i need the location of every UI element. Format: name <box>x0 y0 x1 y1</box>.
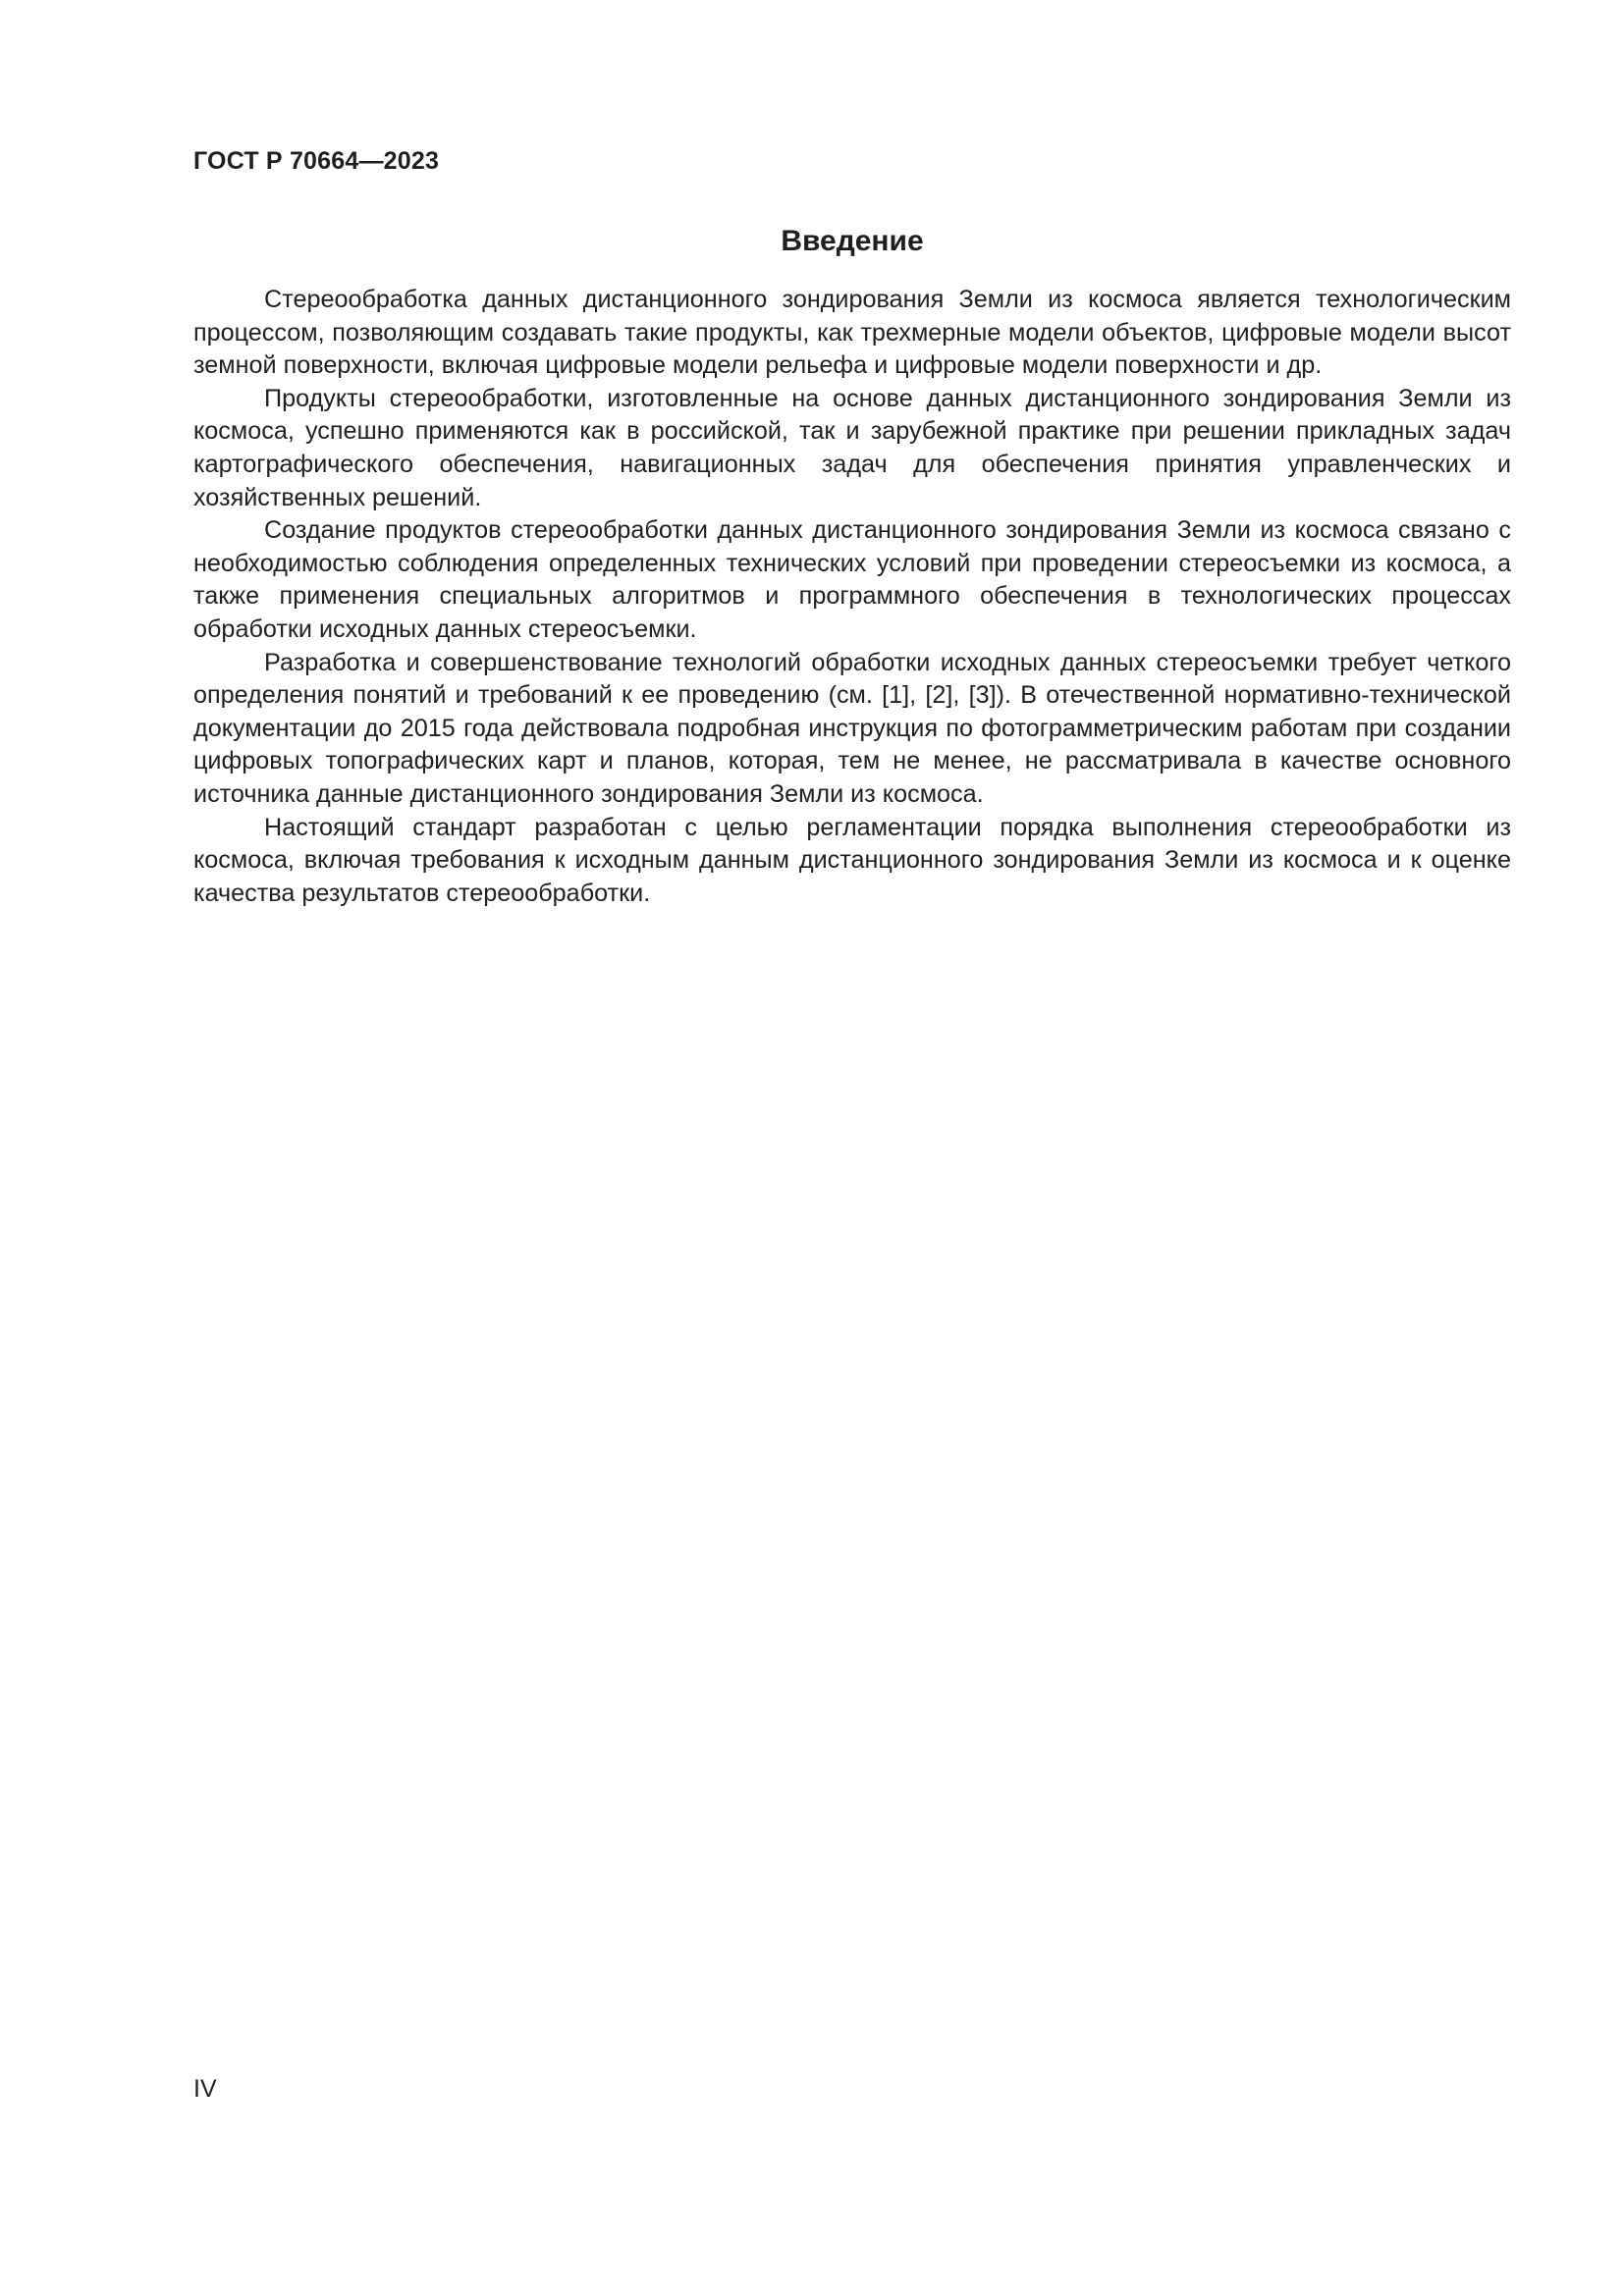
section-title: Введение <box>781 225 924 257</box>
page-number: IV <box>193 2075 217 2103</box>
body-text <box>193 284 1511 910</box>
paragraph: Стереообработка данных дистанционного зондирования Земли из космоса является технологическим процессом, позволяющим создавать такие продукты, как трехмерные модели объектов, цифровые модели высот земной поверхности, включая цифровые модели рельефа и цифровые модели поверхности и др. <box>193 286 1511 380</box>
paragraph: Разработка и совершенствование технологий обработки исходных данных стереосъемки требует четкого определения понятий и требований к ее проведению (см. [1], [2], [3]). В отечественной нормативно-технической документации до 2015 года действовала подробная инструкция по фотограмметрическим работам при создании цифровых топографических карт и планов, которая, тем не менее, не рассматривала в качестве основного источника данные дистанционного зондирования Земли из космоса. <box>193 648 1511 808</box>
paragraph: Продукты стереообработки, изготовленные на основе данных дистанционного зондирования Земли из космоса, успешно применяются как в российской, так и зарубежной практике при решении прикладных задач картографического обеспечения, навигационных задач для обеспечения принятия управленческих и хозяйственных решений. <box>193 384 1511 511</box>
document-code: ГОСТ Р 70664—2023 <box>193 147 440 175</box>
paragraph: Создание продуктов стереообработки данных дистанционного зондирования Земли из космоса связано с необходимостью соблюдения определенных технических условий при проведении стереосъемки из космоса, а также применения специальных алгоритмов и программного обеспечения в технологических процессах обработки исходных данных стереосъемки. <box>193 516 1511 643</box>
paragraph: Настоящий стандарт разработан с целью регламентации порядка выполнения стереообработки из космоса, включая требования к исходным данным дистанционного зондирования Земли из космоса и к оценке качества результатов стереообработки. <box>193 813 1511 907</box>
